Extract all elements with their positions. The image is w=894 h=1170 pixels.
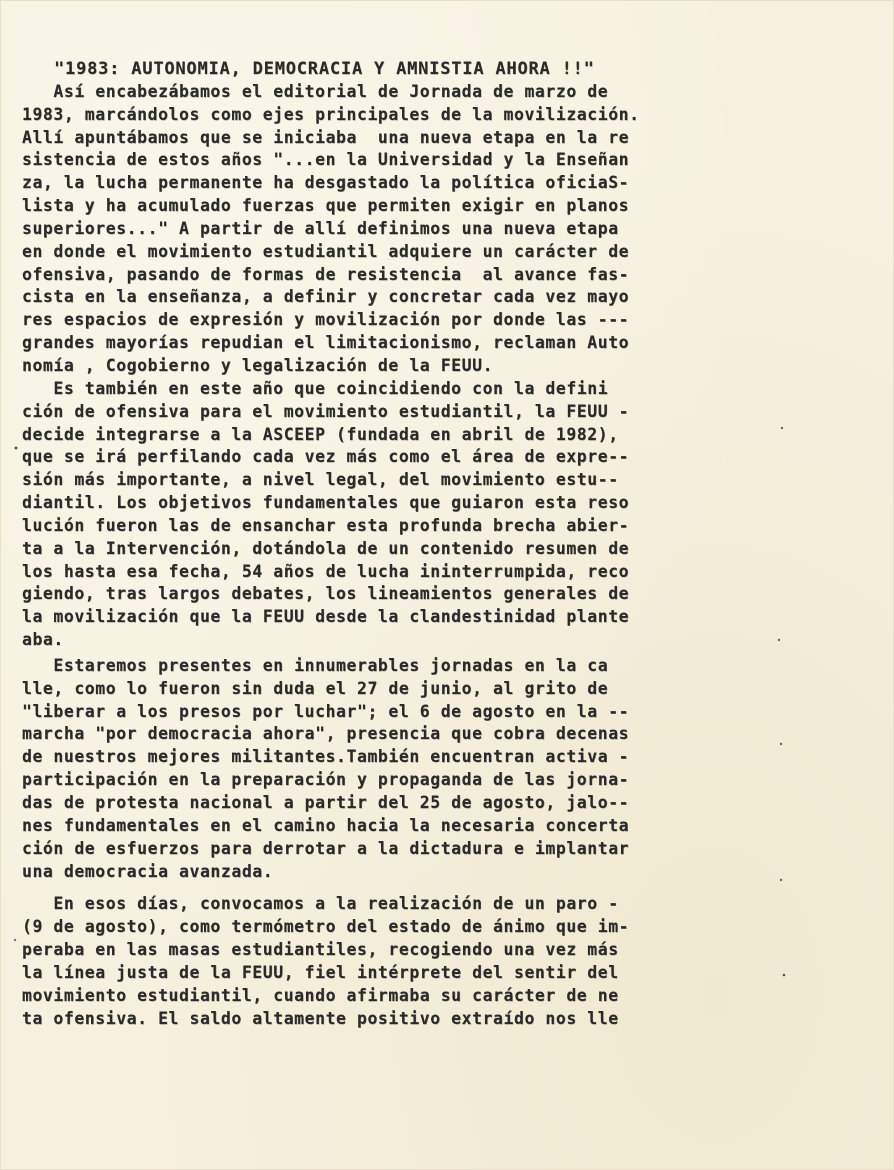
text-line: 1983, marcándolos como ejes principales de la movilización. <box>22 104 640 124</box>
paragraph-1 <box>22 81 782 378</box>
text-line: la movilización que la FEUU desde la clandestinidad plante <box>22 607 630 627</box>
text-line: grandes mayorías repudian el limitacionismo, reclaman Auto <box>22 333 630 353</box>
text-line: nes fundamentales en el camino hacia la necesaria concerta <box>22 815 630 835</box>
text-line: giendo, tras largos debates, los lineamientos generales de <box>22 584 630 604</box>
text-line: ofensiva, pasando de formas de resistencia al avance fas- <box>22 264 630 284</box>
paragraph-3 <box>22 652 782 883</box>
text-line: ción de esfuerzos para derrotar a la dictadura e implantar <box>22 838 630 858</box>
text-line: ta ofensiva. El saldo altamente positivo extraído nos lle <box>22 1008 619 1028</box>
text-line: sión más importante, a nivel legal, del movimiento estu-- <box>22 470 619 490</box>
text-line: que se irá perfilando cada vez más como el área de expre-- <box>22 447 630 467</box>
text-line: decide integrarse a la ASCEEP (fundada en abril de 1982), <box>22 424 619 444</box>
paragraph-2 <box>22 378 782 652</box>
text-line: movimiento estudiantil, cuando afirmaba su carácter de ne <box>22 985 619 1005</box>
document-title: "1983: AUTONOMIA, DEMOCRACIA Y AMNISTIA AHORA !!" <box>54 59 595 79</box>
text-line: participación en la preparación y propaganda de las jorna- <box>22 770 630 790</box>
text-line: res espacios de expresión y movilización por donde las --- <box>22 310 630 330</box>
text-line: lista y ha acumulado fuerzas que permiten exigir en planos <box>22 196 630 216</box>
text-line: Estaremos presentes en innumerables jornadas en la ca <box>22 655 609 675</box>
text-line: diantil. Los objetivos fundamentales que guiaron esta reso <box>22 493 630 513</box>
text-line: lle, como lo fueron sin duda el 27 de junio, al grito de <box>22 678 609 698</box>
text-line: los hasta esa fecha, 54 años de lucha ininterrumpida, reco <box>22 561 630 581</box>
text-line: nomía , Cogobierno y legalización de la FEUU. <box>22 355 494 375</box>
text-line: aba. <box>22 630 64 650</box>
text-line: Así encabezábamos el editorial de Jornada de marzo de <box>22 81 609 101</box>
paragraph-4 <box>22 893 782 1030</box>
text-line: cista en la enseñanza, a definir y concretar cada vez mayo <box>22 287 630 307</box>
text-line: la línea justa de la FEUU, fiel intérprete del sentir del <box>22 962 619 982</box>
document-body <box>22 58 782 1030</box>
text-line: Allí apuntábamos que se iniciaba una nueva etapa en la re <box>22 127 630 147</box>
paragraph-gap <box>22 883 782 893</box>
text-line: za, la lucha permanente ha desgastado la política oficiaS- <box>22 173 630 193</box>
text-line: peraba en las masas estudiantiles, recogiendo una vez más <box>22 940 619 960</box>
text-line: sistencia de estos años "...en la Universidad y la Enseñan <box>22 150 630 170</box>
text-line: ción de ofensiva para el movimiento estudiantil, la FEUU - <box>22 401 630 421</box>
text-line: (9 de agosto), como termómetro del estado de ánimo que im- <box>22 917 630 937</box>
text-line: una democracia avanzada. <box>22 861 274 881</box>
text-line: marcha "por democracia ahora", presencia que cobra decenas <box>22 724 630 744</box>
text-line: Es también en este año que coincidiendo con la defini <box>22 378 609 398</box>
text-line: de nuestros mejores militantes.También encuentran activa - <box>22 747 630 767</box>
text-line: "liberar a los presos por luchar"; el 6 de agosto en la -- <box>22 701 630 721</box>
text-line: das de protesta nacional a partir del 25 de agosto, jalo-- <box>22 793 630 812</box>
text-line: superiores..." A partir de allí definimos una nueva etapa <box>22 218 619 238</box>
text-line: lución fueron las de ensanchar esta profunda brecha abier- <box>22 515 630 535</box>
text-line: en donde el movimiento estudiantil adquiere un carácter de <box>22 241 630 261</box>
text-line: ta a la Intervención, dotándola de un contenido resumen de <box>22 538 630 558</box>
text-line: En esos días, convocamos a la realización de un paro - <box>22 894 619 914</box>
